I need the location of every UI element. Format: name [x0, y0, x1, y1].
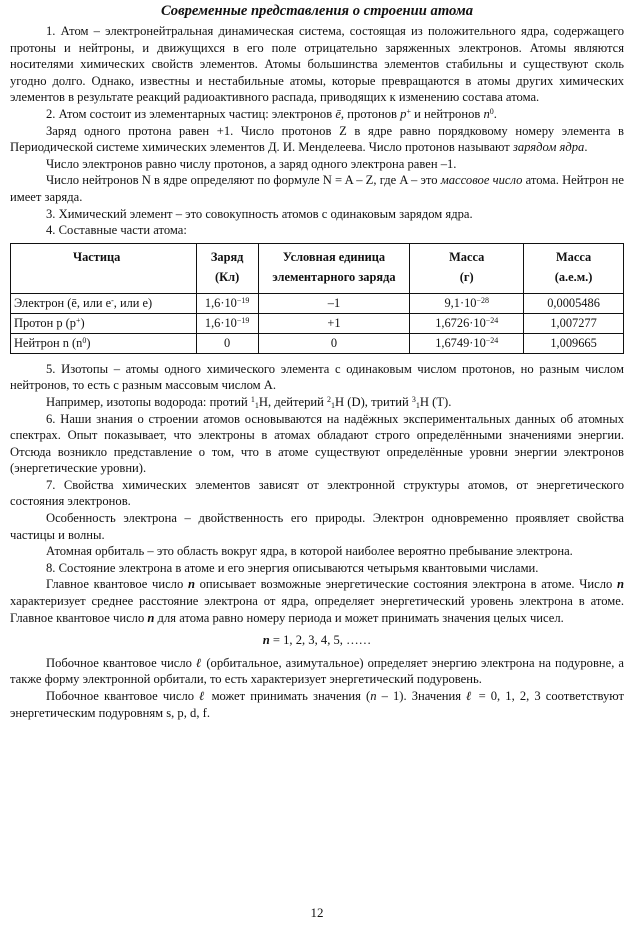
cell-particle: Протон p (p+) [11, 313, 197, 333]
page [10, 0, 624, 721]
cell-charge: $1,6\cdot 10^{-19}$ [196, 313, 258, 333]
header-mass-g: Масса (г) [410, 243, 524, 293]
formula-n-values: n = 1, 2, 3, 4, 5, …… [262, 633, 372, 648]
cell-mass-g: $9,1\cdot 10^{-28}$ [410, 293, 524, 313]
cell-unit-charge: 0 [258, 333, 410, 353]
page-title: Современные представления о строении атома [160, 3, 474, 19]
paragraph-proton-charge: Заряд одного протона равен +1. Число протонов Z в ядре равно порядковому номеру элемента в Периодической системе химических элементов Д. И. Менделеева. Число протонов называют зарядом ядра. [10, 123, 624, 155]
cell-unit-charge: +1 [258, 313, 410, 333]
paragraph-atom-definition: 1. Атом – электронейтральная динамическая система, состоящая из положительного ядра, содержащего протоны и нейтроны, и движущихся в его поле отрицательно заряженных электронов. Атомы являются носителями химических свойств элементов. Атомы большинства элементов стабильны и существуют сколь угодно долго. Однако, известны и нестабильные атомы, которые превращаются в атомы других химических элементов в результате реакций радиоактивного распада, приводящих к изменению состава атома. [10, 24, 624, 105]
cell-mass-amu: 1,007277 [524, 313, 624, 333]
paragraph-chemical-element: 3. Химический элемент – это совокупность атомов с одинаковым зарядом ядра. [46, 206, 473, 221]
header-mass-amu: Масса (а.е.м.) [524, 243, 624, 293]
cell-charge: 0 [196, 333, 258, 353]
paragraph-azimuthal-quantum-number: Побочное квантовое число ℓ (орбитальное, азимутальное) определяет энергию электрона на подуровне, а также форму электронной орбитали, то есть характеризует энергетический подуровень. [10, 654, 624, 687]
paragraph-elementary-particles: 2. Атом состоит из элементарных частиц: электронов ē, протонов p+ и нейтронов $n^0$. [46, 106, 497, 121]
cell-particle: Электрон (ē, или e-, или e) [11, 293, 197, 313]
cell-particle: Нейтрон n $(n^0)$ [11, 333, 197, 353]
header-unit-charge: Условная единица элементарного заряда [258, 243, 410, 293]
cell-mass-g: $1,6726\cdot 10^{-24}$ [410, 313, 524, 333]
table-row [11, 293, 624, 313]
paragraph-hydrogen-isotopes: Например, изотопы водорода: протий $^1_1$H, дейтерий $^2_1$H (D), тритий $^3_1$H (T). [46, 394, 452, 410]
paragraph-element-properties: 7. Свойства химических элементов зависят от электронной структуры атомов, от энергетического состояния электронов. [10, 477, 624, 509]
paragraph-principal-quantum-number: Главное квантовое число n описывает возможные энергетические состояния электрона в атоме. Число n характеризует среднее расстояние электрона от ядра, определяет энергетический уровень электрона в атоме. Главное квантовое число n для атома равно номеру периода и может принимать значения целых чисел. [10, 577, 625, 625]
table-row [11, 333, 624, 353]
header-particle: Частица [11, 243, 197, 293]
paragraph-atom-parts: 4. Составные части атома: [46, 223, 187, 238]
cell-mass-amu: 0,0005486 [524, 293, 624, 313]
cell-mass-amu: 1,009665 [524, 333, 624, 353]
paragraph-quantum-numbers: 8. Состояние электрона в атоме и его энергия описываются четырьмя квантовыми числами. [46, 560, 539, 575]
cell-mass-g: $1,6749\cdot 10^{-24}$ [410, 333, 524, 353]
paragraph-electron-count: Число электронов равно числу протонов, а заряд одного электрона равен –1. [46, 156, 457, 171]
header-charge: Заряд (Кл) [196, 243, 258, 293]
particles-table [10, 243, 624, 354]
table-row [11, 313, 624, 333]
page-number: 12 [310, 905, 324, 920]
paragraph-neutron-count: Число нейтронов N в ядре определяют по формуле N = A – Z, где A – это массовое число атома. Нейтрон не имеет заряда. [10, 173, 624, 204]
cell-charge: $1,6\cdot 10^{-19}$ [196, 293, 258, 313]
table-header-row [11, 243, 624, 293]
cell-unit-charge: –1 [258, 293, 410, 313]
paragraph-atomic-spectra: 6. Наши знания о строении атомов основываются на надёжных экспериментальных данных об атомных спектрах. Опыт показывает, что электроны в атомах обладают строго определёнными значениями энергии. Отсюда возникло представление о том, что в атоме существуют определённые уровни энергии электронов (энергетические уровни). [10, 411, 624, 476]
paragraph-l-values: Побочное квантовое число ℓ может принимать значения (n – 1). Значения ℓ = 0, 1, 2, 3 соответствуют энергетическим подуровням s, p, d, f. [10, 688, 625, 720]
paragraph-isotopes: 5. Изотопы – атомы одного химического элемента с одинаковым числом протонов, но разным числом нейтронов, то есть с разным массовым числом A. [10, 361, 624, 393]
paragraph-atomic-orbital: Атомная орбиталь – это область вокруг ядра, в которой наиболее вероятно пребывание электрона. [46, 544, 573, 559]
paragraph-wave-particle: Особенность электрона – двойственность его природы. Электрон одновременно проявляет свойства частицы и волны. [10, 511, 624, 542]
